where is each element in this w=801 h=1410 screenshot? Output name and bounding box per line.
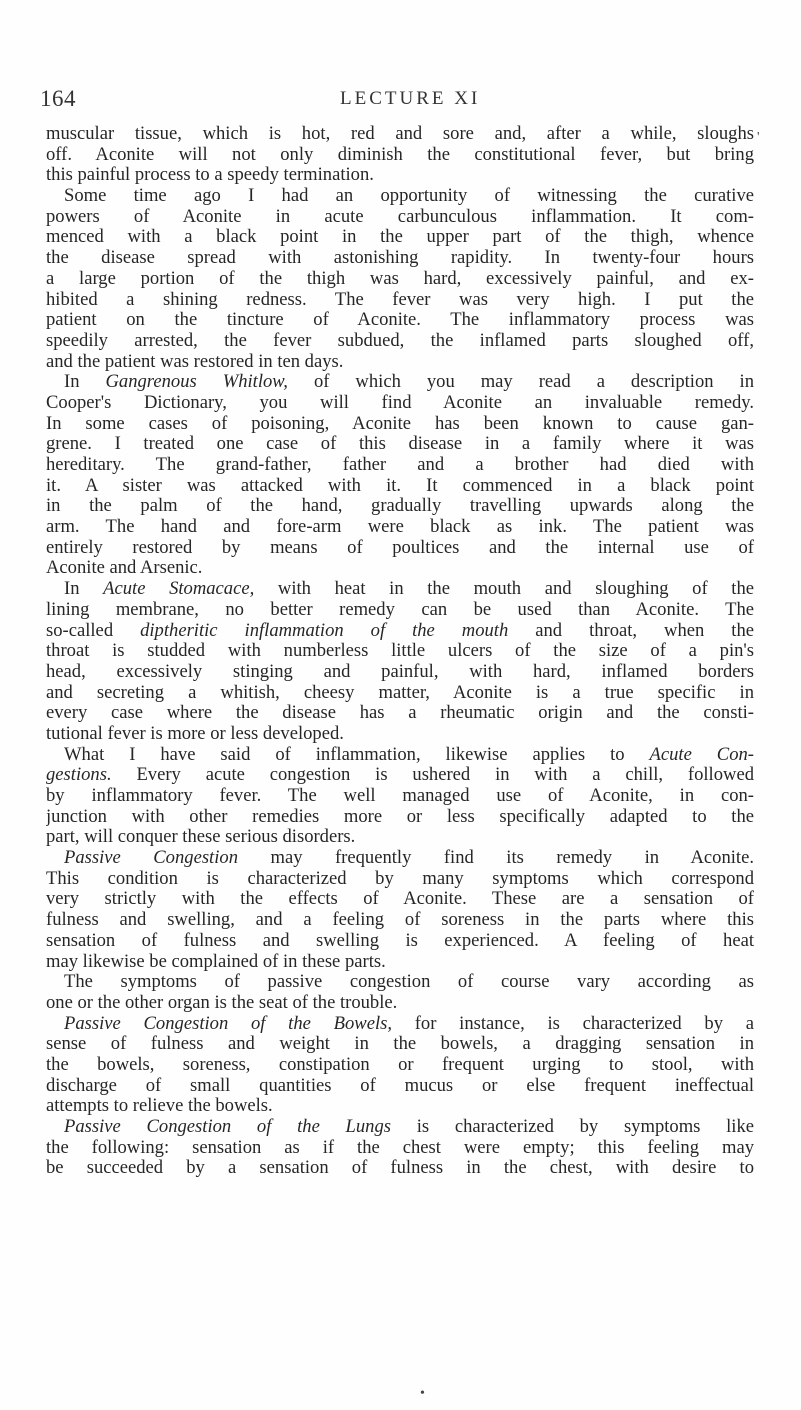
text-run: lining membrane, no better remedy can be used than Aconite. The — [46, 599, 754, 620]
text-line — [46, 538, 754, 559]
text-line — [46, 227, 754, 248]
text-run: This condition is characterized by many symptoms which correspond — [46, 868, 754, 889]
text-run: sense of fulness and weight in the bowels, a dragging sensation in — [46, 1034, 754, 1055]
text-line — [46, 290, 754, 311]
italic-term: Passive Congestion of the Bowels, — [64, 1013, 392, 1034]
page-number: 164 — [40, 86, 76, 111]
print-dot: • — [420, 1386, 425, 1401]
text-run: fulness and swelling, and a feeling of soreness in the parts where this — [46, 910, 754, 931]
text-run: Every acute congestion is ushered in with a chill, followed — [111, 765, 754, 786]
text-run: Some time ago I had an opportunity of witnessing the curative — [64, 186, 754, 207]
italic-term: Passive Congestion — [64, 848, 238, 869]
text-line — [46, 745, 754, 766]
text-line — [46, 786, 754, 807]
text-run: every case where the disease has a rheumatic origin and the consti- — [46, 703, 754, 724]
text-run: head, excessively stinging and painful, with hard, inflamed borders — [46, 661, 754, 682]
text-line — [46, 434, 754, 455]
text-run: hereditary. The grand-father, father and a brother had died with — [46, 455, 754, 475]
text-line — [46, 724, 754, 745]
text-run: The symptoms of passive congestion of course vary according as — [64, 972, 754, 993]
text-run: the following: sensation as if the chest were empty; this feeling may — [46, 1137, 754, 1158]
text-run: may frequently find its remedy in Aconite. — [238, 848, 754, 869]
text-run: entirely restored by means of poultices and the internal use of — [46, 537, 754, 558]
text-line — [46, 414, 754, 435]
text-line — [46, 476, 754, 497]
print-speck: ' — [757, 130, 760, 145]
text-run: a large portion of the thigh was hard, excessively painful, and ex- — [46, 268, 754, 289]
text-run: junction with other remedies more or less specifically adapted to the — [46, 806, 754, 827]
text-run: be succeeded by a sensation of fulness in the chest, with desire to — [46, 1158, 754, 1179]
text-run: Aconite and Arsenic. — [46, 558, 203, 579]
text-run: tutional fever is more or less developed. — [46, 723, 344, 744]
text-line — [46, 1158, 754, 1179]
text-line — [46, 1096, 754, 1117]
text-line — [46, 496, 754, 517]
text-run: it. A sister was attacked with it. It commenced in a black point — [46, 475, 754, 496]
italic-term: Passive Congestion of the Lungs — [64, 1117, 392, 1137]
text-line — [46, 207, 754, 228]
text-run: attempts to relieve the bowels. — [46, 1096, 273, 1117]
text-line — [46, 972, 754, 993]
text-line — [46, 765, 754, 786]
text-run: in the palm of the hand, gradually travelling upwards along the — [46, 496, 754, 517]
text-run: with heat in the mouth and sloughing of the — [254, 579, 754, 600]
body-text — [46, 124, 754, 1179]
text-line — [46, 517, 754, 538]
text-line — [46, 952, 754, 973]
text-run: muscular tissue, which is hot, red and sore and, after a while, sloughs — [46, 124, 754, 144]
text-line — [46, 1055, 754, 1076]
text-line — [46, 807, 754, 828]
text-line — [46, 372, 754, 393]
text-run: powers of Aconite in acute carbunculous inflammation. It com- — [46, 206, 754, 227]
text-line — [46, 600, 754, 621]
text-line — [46, 186, 754, 207]
text-line — [46, 848, 754, 869]
text-line — [46, 393, 754, 414]
text-run: grene. I treated one case of this disease in a family where it was — [46, 434, 754, 455]
text-run: and throat, when the — [508, 620, 754, 641]
text-run: menced with a black point in the upper part of the thigh, whence — [46, 227, 754, 248]
text-run: very strictly with the effects of Aconite. These are a sensation of — [46, 889, 754, 910]
text-run: this painful process to a speedy termination. — [46, 165, 374, 186]
text-line — [46, 165, 754, 186]
text-line — [46, 621, 754, 642]
text-run: hibited a shining redness. The fever was very high. I put the — [46, 289, 754, 310]
text-run: is characterized by symptoms like — [391, 1117, 754, 1137]
text-line — [46, 1117, 754, 1138]
running-title: LECTURE XI — [340, 88, 481, 109]
text-run: one or the other organ is the seat of the trouble. — [46, 992, 398, 1013]
text-line — [46, 889, 754, 910]
text-line — [46, 1138, 754, 1159]
text-run: the bowels, soreness, constipation or frequent urging to stool, with — [46, 1054, 754, 1075]
text-run: so-called — [46, 620, 141, 641]
text-run: may likewise be complained of in these parts. — [46, 951, 386, 972]
text-line — [46, 352, 754, 373]
text-run: off. Aconite will not only diminish the constitutional fever, but bring — [46, 144, 754, 165]
italic-term: Acute Con- — [649, 744, 754, 765]
text-line — [46, 641, 754, 662]
text-line — [46, 827, 754, 848]
text-run: discharge of small quantities of mucus or else frequent ineffectual — [46, 1075, 754, 1096]
italic-term: Gangrenous Whitlow, — [105, 372, 288, 393]
text-run: sensation of fulness and swelling is experienced. A feeling of heat — [46, 930, 754, 951]
text-line — [46, 124, 754, 145]
text-line — [46, 662, 754, 683]
text-run: What I have said of inflammation, likewise applies to — [64, 744, 650, 765]
text-line — [46, 993, 754, 1014]
text-line — [46, 1034, 754, 1055]
text-run: arm. The hand and fore-arm were black as ink. The patient was — [46, 517, 754, 538]
text-run: by inflammatory fever. The well managed use of Aconite, in con- — [46, 786, 754, 806]
text-run: patient on the tincture of Aconite. The inflammatory process was — [46, 310, 754, 331]
text-run: Cooper's Dictionary, you will find Aconite an invaluable remedy. — [46, 392, 754, 413]
text-run: for instance, is characterized by a — [392, 1013, 754, 1034]
text-line — [46, 558, 754, 579]
text-line — [46, 869, 754, 890]
text-line — [46, 145, 754, 166]
italic-term: Acute Stomacace, — [103, 579, 255, 600]
text-line — [46, 269, 754, 290]
text-run: In some cases of poisoning, Aconite has been known to cause gan- — [46, 413, 754, 434]
text-line — [46, 455, 754, 476]
text-run: In — [64, 372, 106, 393]
text-line — [46, 579, 754, 600]
italic-term: gestions. — [46, 765, 112, 786]
text-line — [46, 248, 754, 269]
italic-term: diptheritic inflammation of the mouth — [140, 620, 509, 641]
text-run: part, will conquer these serious disorders. — [46, 827, 356, 848]
text-run: and the patient was restored in ten days. — [46, 351, 344, 372]
text-line — [46, 1076, 754, 1097]
text-line — [46, 683, 754, 704]
text-line — [46, 331, 754, 352]
text-run: throat is studded with numberless little ulcers of the size of a pin's — [46, 641, 754, 662]
text-line — [46, 1014, 754, 1035]
text-line — [46, 703, 754, 724]
text-run: In — [64, 579, 104, 600]
text-line — [46, 310, 754, 331]
text-run: the disease spread with astonishing rapidity. In twenty-four hours — [46, 248, 754, 269]
text-line — [46, 931, 754, 952]
text-run: speedily arrested, the fever subdued, the inflamed parts sloughed off, — [46, 330, 754, 351]
text-line — [46, 910, 754, 931]
text-run: and secreting a whitish, cheesy matter, Aconite is a true specific in — [46, 682, 754, 703]
text-run: of which you may read a description in — [287, 372, 754, 393]
